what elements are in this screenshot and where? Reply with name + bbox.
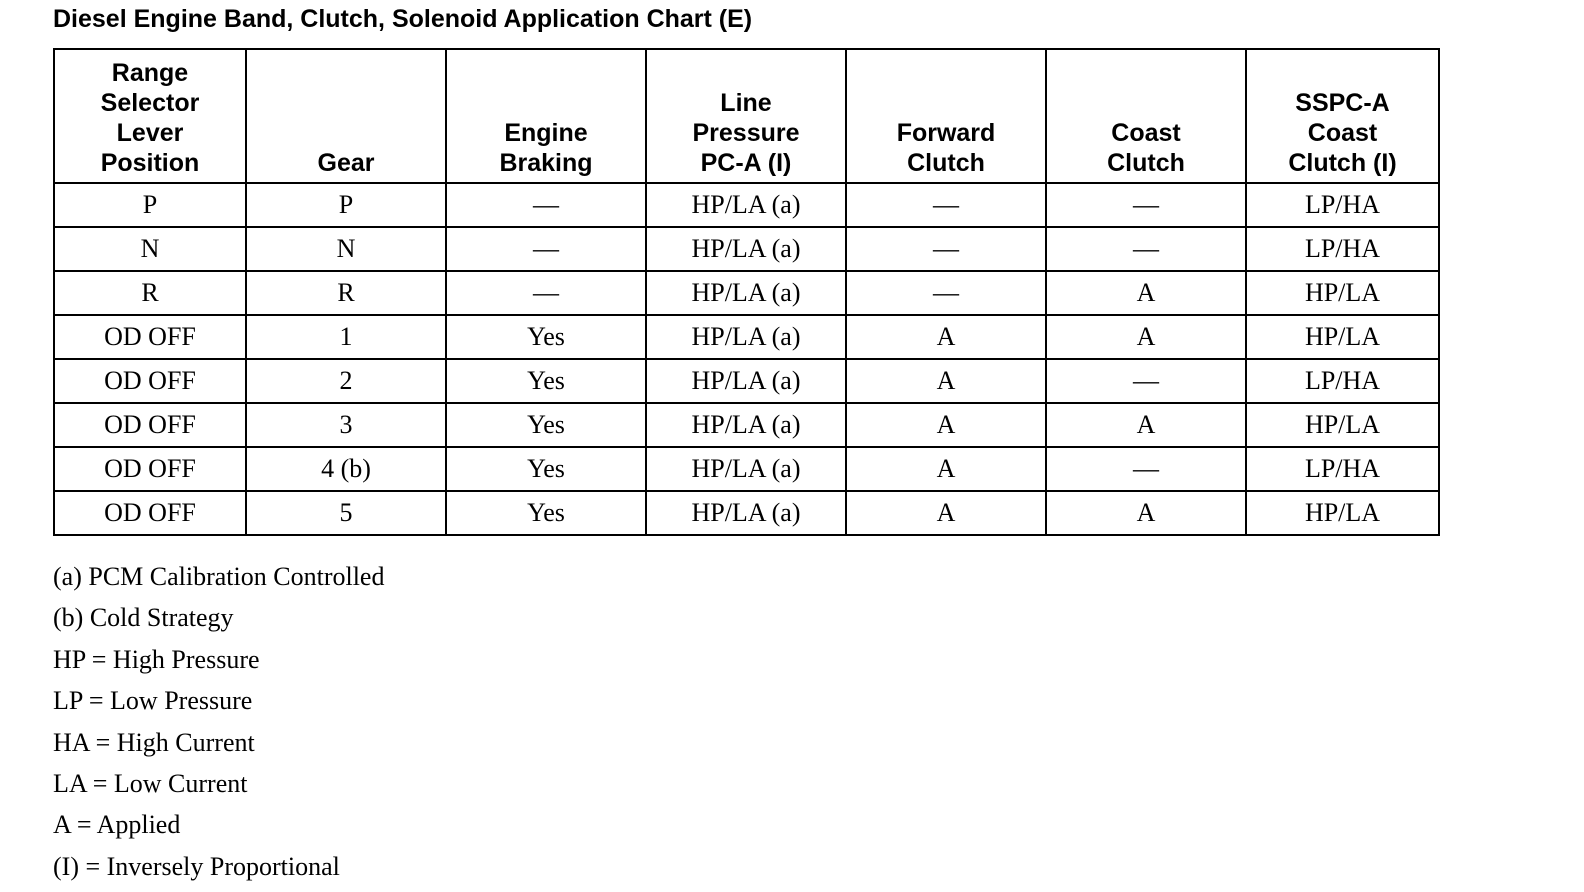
- header-line: Range: [111, 59, 189, 87]
- table-cell: Yes: [446, 491, 646, 535]
- table-cell: LP/HA: [1246, 447, 1439, 491]
- table-row: [54, 359, 1439, 403]
- table-cell: OD OFF: [54, 491, 246, 535]
- table-cell: 4 (b): [246, 447, 446, 491]
- table-cell: HP/LA (a): [646, 271, 846, 315]
- header-line: Engine: [504, 119, 588, 147]
- table-cell: —: [846, 271, 1046, 315]
- note-low-pressure: LP = Low Pressure: [53, 686, 253, 716]
- header-coast-clutch: [1046, 49, 1246, 183]
- header-line: Clutch (I): [1288, 149, 1397, 177]
- table-cell: HP/LA: [1246, 491, 1439, 535]
- table-cell: HP/LA (a): [646, 315, 846, 359]
- header-line: Pressure: [692, 119, 800, 147]
- header-line: Selector: [100, 89, 200, 117]
- table-row: [54, 315, 1439, 359]
- table-cell: R: [246, 271, 446, 315]
- table-cell: LP/HA: [1246, 359, 1439, 403]
- header-line: Gear: [317, 149, 375, 177]
- header-line: Position: [100, 149, 200, 177]
- table-cell: A: [846, 447, 1046, 491]
- table-cell: Yes: [446, 315, 646, 359]
- header-forward-clutch: [846, 49, 1046, 183]
- table-cell: HP/LA (a): [646, 447, 846, 491]
- legend-notes: [53, 556, 384, 887]
- table-cell: HP/LA (a): [646, 403, 846, 447]
- table-cell: A: [1046, 315, 1246, 359]
- application-chart-table: [53, 48, 1440, 536]
- note-low-current: LA = Low Current: [53, 769, 248, 799]
- table-cell: A: [846, 315, 1046, 359]
- table-cell: A: [1046, 491, 1246, 535]
- table-cell: Yes: [446, 403, 646, 447]
- table-cell: P: [246, 183, 446, 227]
- table-cell: HP/LA (a): [646, 183, 846, 227]
- table-cell: A: [846, 403, 1046, 447]
- header-line-pressure: [646, 49, 846, 183]
- table-cell: OD OFF: [54, 315, 246, 359]
- table-cell: OD OFF: [54, 403, 246, 447]
- table-cell: HP/LA (a): [646, 227, 846, 271]
- table-cell: —: [446, 183, 646, 227]
- table-cell: LP/HA: [1246, 183, 1439, 227]
- header-row: [54, 49, 1439, 183]
- table-cell: 3: [246, 403, 446, 447]
- header-line: Clutch: [907, 149, 985, 177]
- note-applied: A = Applied: [53, 810, 181, 840]
- table-row: [54, 447, 1439, 491]
- table-cell: A: [846, 359, 1046, 403]
- table-cell: —: [1046, 447, 1246, 491]
- table-cell: N: [54, 227, 246, 271]
- table-cell: A: [846, 491, 1046, 535]
- chart-title: Diesel Engine Band, Clutch, Solenoid Application Chart (E): [53, 5, 753, 33]
- table-cell: —: [1046, 183, 1246, 227]
- header-line: SSPC-A: [1295, 89, 1390, 117]
- table-cell: 1: [246, 315, 446, 359]
- table-cell: —: [846, 227, 1046, 271]
- table-cell: A: [1046, 403, 1246, 447]
- header-line: Line: [720, 89, 772, 117]
- header-line: Lever: [116, 119, 184, 147]
- table-cell: P: [54, 183, 246, 227]
- header-gear: [246, 49, 446, 183]
- header-line: PC-A (I): [700, 149, 792, 177]
- table-row: [54, 403, 1439, 447]
- header-range-selector-lever-position: [54, 49, 246, 183]
- header-line: Forward: [896, 119, 996, 147]
- table-cell: Yes: [446, 447, 646, 491]
- table-cell: —: [446, 227, 646, 271]
- table-row: [54, 227, 1439, 271]
- table-cell: —: [1046, 359, 1246, 403]
- table-cell: R: [54, 271, 246, 315]
- header-sspc-a-coast-clutch: [1246, 49, 1439, 183]
- table-cell: 5: [246, 491, 446, 535]
- table-cell: 2: [246, 359, 446, 403]
- table-cell: —: [446, 271, 646, 315]
- table-cell: OD OFF: [54, 447, 246, 491]
- table-cell: HP/LA (a): [646, 359, 846, 403]
- table-cell: HP/LA: [1246, 271, 1439, 315]
- note-cold-strategy: (b) Cold Strategy: [53, 603, 234, 633]
- table-cell: A: [1046, 271, 1246, 315]
- table-cell: —: [846, 183, 1046, 227]
- table-row: [54, 271, 1439, 315]
- header-line: Coast: [1111, 119, 1181, 147]
- table-cell: HP/LA (a): [646, 491, 846, 535]
- note-high-current: HA = High Current: [53, 727, 255, 757]
- table-cell: LP/HA: [1246, 227, 1439, 271]
- table-cell: Yes: [446, 359, 646, 403]
- note-high-pressure: HP = High Pressure: [53, 644, 260, 674]
- table-cell: HP/LA: [1246, 315, 1439, 359]
- header-line: Braking: [499, 149, 593, 177]
- table-row: [54, 183, 1439, 227]
- note-pcm-calibration: (a) PCM Calibration Controlled: [53, 562, 385, 591]
- table-row: [54, 491, 1439, 535]
- table-cell: —: [1046, 227, 1246, 271]
- table-cell: OD OFF: [54, 359, 246, 403]
- note-inversely-proportional: (I) = Inversely Proportional: [53, 851, 340, 881]
- header-line: Clutch: [1107, 149, 1185, 177]
- header-engine-braking: [446, 49, 646, 183]
- table-cell: N: [246, 227, 446, 271]
- table-cell: HP/LA: [1246, 403, 1439, 447]
- header-line: Coast: [1307, 119, 1378, 147]
